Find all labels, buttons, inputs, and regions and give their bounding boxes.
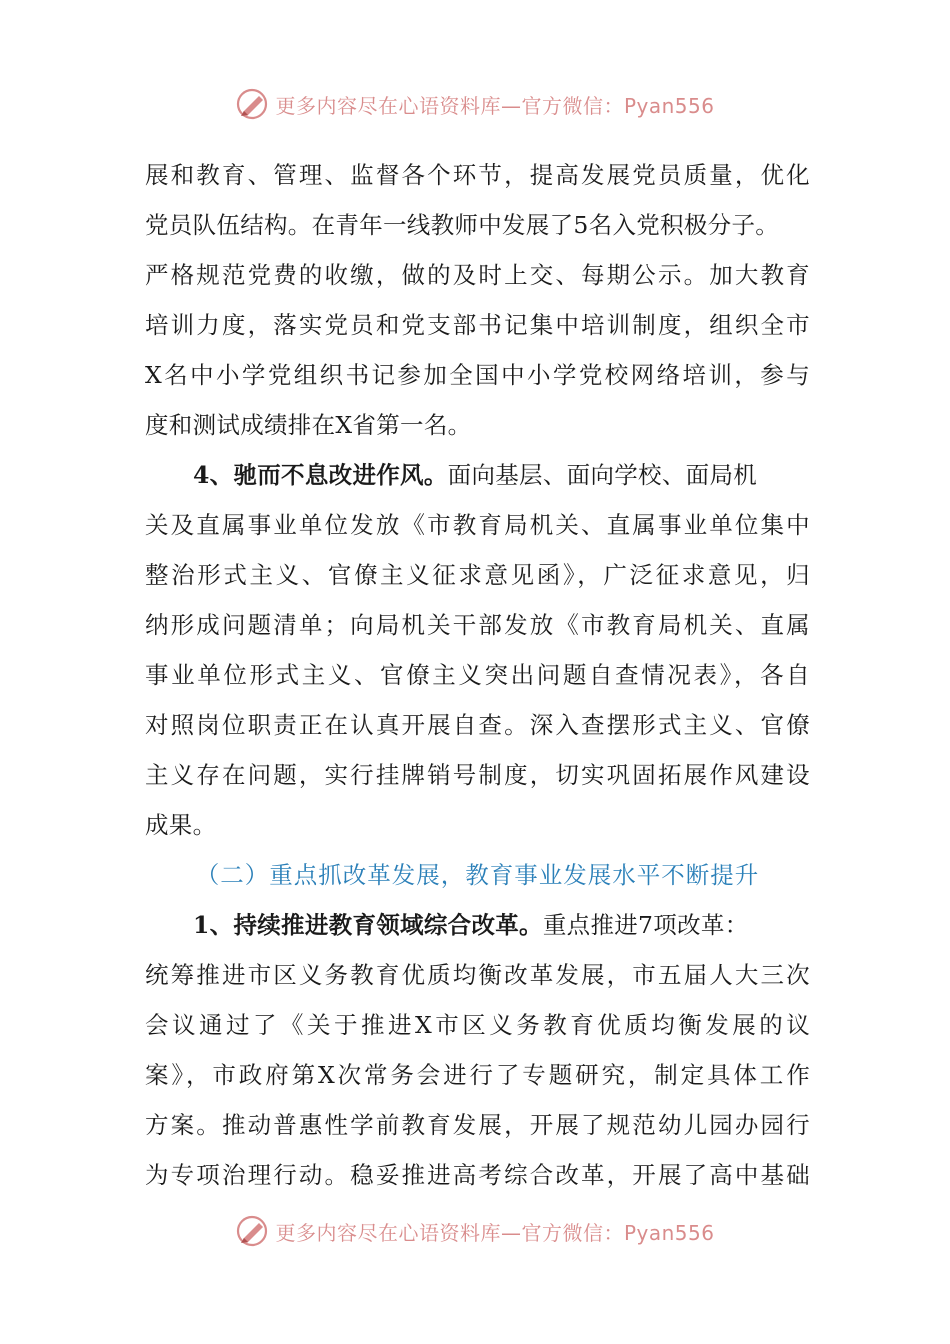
text-line: 对照岗位职责正在认真开展自查。深入查摆形式主义、官僚: [145, 711, 810, 739]
document-body: [145, 150, 810, 1200]
section-4-first-line: [145, 450, 810, 500]
text-line: 培训力度，落实党员和党支部书记集中培训制度，组织全市: [145, 311, 810, 339]
section-1-title: 1、持续推进教育领域综合改革。: [193, 911, 543, 939]
text-line: X名中小学党组织书记参加全国中小学党校网络培训，参与: [145, 361, 810, 389]
watermark-text: 更多内容尽在心语资料库—官方微信：Pyan556: [275, 93, 715, 118]
section-4-title: 4、驰而不息改进作风。: [193, 461, 448, 489]
text-line: 成果。: [145, 811, 217, 839]
text-line: 统筹推进市区义务教育优质均衡改革发展，市五届人大三次: [145, 961, 810, 989]
pen-logo-icon: [235, 1213, 271, 1249]
text-line: 度和测试成绩排在X省第一名。: [145, 411, 472, 439]
watermark-text: 更多内容尽在心语资料库—官方微信：Pyan556: [275, 1220, 715, 1245]
section-heading: （二）重点抓改革发展，教育事业发展水平不断提升: [195, 861, 760, 889]
text-line: 整治形式主义、官僚主义征求意见函》，广泛征求意见，归: [145, 561, 810, 589]
section-1-intro: 重点推进7项改革：: [542, 911, 749, 939]
text-line: 关及直属事业单位发放《市教育局机关、直属事业单位集中: [145, 511, 810, 539]
section-1-first-line: [145, 900, 810, 950]
text-line: 党员队伍结构。在青年一线教师中发展了5名入党积极分子。: [145, 211, 780, 239]
watermark-banner-bottom: [0, 1211, 950, 1251]
text-line: 主义存在问题，实行挂牌销号制度，切实巩固拓展作风建设: [145, 761, 810, 789]
pen-logo-icon: [235, 86, 271, 122]
text-line: 方案。推动普惠性学前教育发展，开展了规范幼儿园办园行: [145, 1111, 810, 1139]
text-line: 事业单位形式主义、官僚主义突出问题自查情况表》，各自: [145, 661, 810, 689]
text-line: 纳形成问题清单；向局机关干部发放《市教育局机关、直属: [145, 611, 810, 639]
section-4-intro: 面向基层、面向学校、面局机: [447, 461, 758, 489]
text-line: 严格规范党费的收缴，做的及时上交、每期公示。加大教育: [145, 261, 810, 289]
text-line: 展和教育、管理、监督各个环节，提高发展党员质量，优化: [145, 161, 810, 189]
text-line: 为专项治理行动。稳妥推进高考综合改革，开展了高中基础: [145, 1161, 810, 1189]
text-line: 会议通过了《关于推进X市区义务教育优质均衡发展的议: [145, 1011, 810, 1039]
watermark-banner-top: [0, 84, 950, 124]
text-line: 案》，市政府第X次常务会进行了专题研究，制定具体工作: [145, 1061, 810, 1089]
